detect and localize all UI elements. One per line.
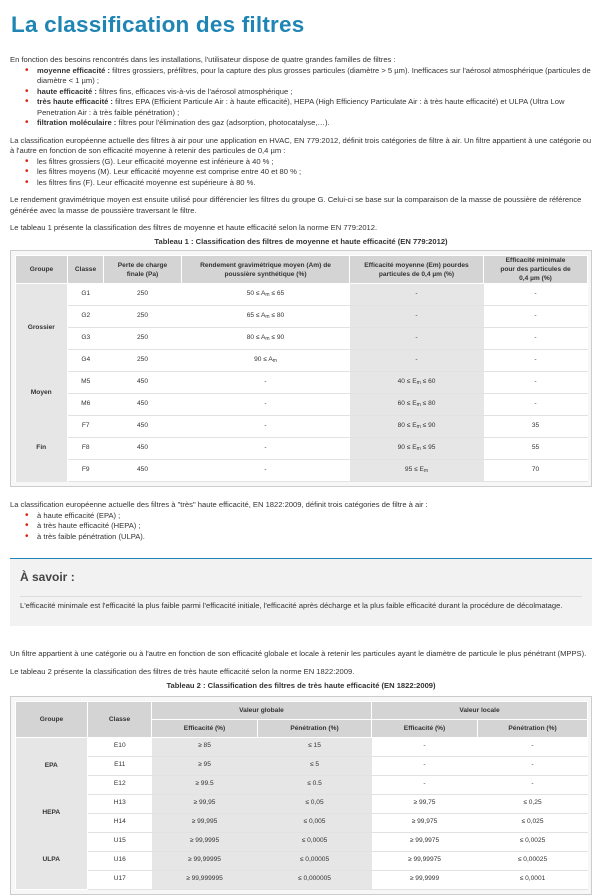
min-efficiency-cell: - [484, 328, 588, 350]
filter-family-name: filtration moléculaire : [37, 118, 117, 127]
cell-value-suffix: ≤ 65 [269, 290, 285, 298]
table2 [15, 701, 588, 890]
table2-row [16, 737, 588, 756]
tableau2-intro: Le tableau 2 présente la classification des filtres de très haute efficacité selon la norme EN 1822:2009. [10, 666, 355, 676]
class-cell: M5 [68, 372, 104, 394]
table2-header-row [16, 701, 588, 719]
gravimetric-cell [182, 372, 350, 394]
gravimetric-cell [182, 328, 350, 350]
table1-row [16, 350, 588, 372]
a-savoir-text: L'efficacité minimale est l'efficacité la plus faible parmi l'efficacité initiale, l'efficacité après décharge et la plus faible efficacité durant la procédure de décolmatage. [20, 601, 563, 610]
cell-value-suffix: ≤ 80 [420, 400, 436, 408]
pressure-drop-cell: 450 [104, 372, 182, 394]
cell-value-suffix: ≤ 90 [269, 334, 285, 342]
filter-family-item [25, 87, 592, 98]
cell-subscript: m [265, 336, 270, 343]
table1-row [16, 284, 588, 306]
average-efficiency-cell [350, 460, 484, 482]
en1822-category-item: • à très haute efficacité (HEPA) ; [25, 521, 592, 532]
cell-subscript: m [265, 314, 270, 321]
group-name: Fin [36, 444, 47, 452]
table1-frame [10, 250, 592, 487]
filter-families-list [10, 66, 592, 129]
table1-row [16, 328, 588, 350]
table2-row [16, 851, 588, 870]
min-efficiency-cell: - [484, 350, 588, 372]
gravimetric-cell [182, 438, 350, 460]
cell-value: - [264, 400, 267, 408]
table1-header-cell: Classe [68, 256, 104, 284]
local-efficiency-cell: - [372, 756, 478, 775]
class-cell: E12 [88, 775, 152, 794]
min-efficiency-cell: 70 [484, 460, 588, 482]
filter-family-item [25, 66, 592, 87]
global-efficiency-cell: ≥ 95 [152, 756, 258, 775]
min-efficiency-cell: 55 [484, 438, 588, 460]
table2-row [16, 794, 588, 813]
table2-caption: Tableau 2 : Classification des filtres de très haute efficacité (EN 1822:2009) [166, 681, 436, 690]
table1-group-cell [16, 284, 68, 372]
cell-subscript: m [416, 446, 421, 453]
class-cell: G3 [68, 328, 104, 350]
class-cell: F9 [68, 460, 104, 482]
table2-header-locale: Valeur locale [372, 701, 588, 719]
global-efficiency-cell: ≥ 99,99995 [152, 851, 258, 870]
table2-frame [10, 696, 592, 895]
global-efficiency-cell: ≥ 99,995 [152, 813, 258, 832]
global-efficiency-cell: ≥ 99.5 [152, 775, 258, 794]
average-efficiency-cell [350, 350, 484, 372]
class-cell: G4 [68, 350, 104, 372]
cell-subscript: m [272, 358, 277, 365]
table2-group-cell [16, 794, 88, 832]
pressure-drop-cell: 450 [104, 438, 182, 460]
table1-row [16, 460, 588, 482]
cell-value: 95 ≤ E [404, 466, 424, 474]
table1-header-cell: Rendement gravimétrique moyen (Am) de poussière synthétique (%) [182, 256, 350, 284]
local-efficiency-cell: ≥ 99,75 [372, 794, 478, 813]
average-efficiency-cell [350, 416, 484, 438]
en1822-category-item: • à haute efficacité (EPA) ; [25, 511, 592, 522]
group-name: HEPA [42, 808, 61, 816]
cell-value: - [415, 356, 418, 364]
pressure-drop-cell: 250 [104, 284, 182, 306]
en779-categories-list [10, 157, 592, 189]
gravimetric-cell [182, 306, 350, 328]
average-efficiency-cell [350, 306, 484, 328]
group-name: Moyen [30, 389, 52, 397]
filter-family-desc: filtres grossiers, préfiltres, pour la capture des plus grosses particules (diamètre > 5 µm). Inefficaces sur l'aérosol atmosphérique (particules de diamètre < 1 µm) ; [37, 65, 591, 85]
min-efficiency-cell: - [484, 306, 588, 328]
pressure-drop-cell: 250 [104, 350, 182, 372]
table2-subheader-pen: Pénétration (%) [478, 719, 588, 737]
cell-value-suffix: ≤ 95 [420, 444, 436, 452]
table1-header-cell: Efficacité minimale pour des particules de 0,4 µm (%) [484, 256, 588, 284]
global-penetration-cell: ≤ 0.5 [258, 775, 372, 794]
a-savoir-divider [20, 596, 582, 597]
local-efficiency-cell: ≥ 99,9975 [372, 832, 478, 851]
gravimetric-cell [182, 394, 350, 416]
global-penetration-cell: ≤ 0,000005 [258, 870, 372, 889]
table1-row [16, 394, 588, 416]
min-efficiency-cell: - [484, 372, 588, 394]
mpps-paragraph: Un filtre appartient à une catégorie ou à l'autre en fonction de son efficacité globale et locale à retenir les particules ayant le diamètre de particule le plus pénétrant (MPPS). [10, 649, 587, 658]
table2-row [16, 813, 588, 832]
article [10, 0, 592, 895]
table1-row [16, 416, 588, 438]
en1822-category-item: • à très faible pénétration (ULPA). [25, 532, 592, 543]
average-efficiency-cell [350, 438, 484, 460]
local-penetration-cell: ≤ 0,025 [478, 813, 588, 832]
local-efficiency-cell: - [372, 775, 478, 794]
cell-value: - [415, 290, 418, 298]
pressure-drop-cell: 450 [104, 460, 182, 482]
pressure-drop-cell: 250 [104, 328, 182, 350]
tableau1-intro: Le tableau 1 présente la classification des filtres de moyenne et haute efficacité selon la norme EN 779:2012. [10, 223, 378, 232]
en779-category-item: • les filtres grossiers (G). Leur efficacité moyenne est inférieure à 40 % ; [25, 157, 592, 168]
cell-value: - [264, 466, 267, 474]
average-efficiency-cell [350, 328, 484, 350]
table2-group-cell [16, 832, 88, 889]
pressure-drop-cell: 250 [104, 306, 182, 328]
table1-group-cell [16, 372, 68, 416]
min-efficiency-cell: - [484, 394, 588, 416]
table1-row [16, 438, 588, 460]
table2-group-cell [16, 737, 88, 794]
cell-value: - [415, 334, 418, 342]
global-penetration-cell: ≤ 5 [258, 756, 372, 775]
cell-value: - [415, 312, 418, 320]
table2-row [16, 870, 588, 889]
local-efficiency-cell: - [372, 737, 478, 756]
group-name: EPA [44, 761, 58, 769]
gravimetric-cell [182, 350, 350, 372]
filter-family-desc: filtres fins, efficaces vis-à-vis de l'aérosol atmosphérique ; [96, 86, 293, 96]
cell-value: 80 ≤ E [397, 422, 417, 430]
intro-paragraph: En fonction des besoins rencontrés dans les installations, l'utilisateur dispose de quatre grandes familles de filtres : [10, 55, 396, 64]
class-cell: F7 [68, 416, 104, 438]
cell-subscript: m [423, 468, 429, 475]
cell-value: 40 ≤ E [397, 378, 417, 386]
global-penetration-cell: ≤ 15 [258, 737, 372, 756]
global-efficiency-cell: ≥ 99,95 [152, 794, 258, 813]
class-cell: E11 [88, 756, 152, 775]
table2-subheader-pen: Pénétration (%) [258, 719, 372, 737]
cell-subscript: m [265, 292, 270, 299]
en779-paragraph: La classification européenne actuelle des filtres à air pour une application en HVAC, EN 779:2012, définit trois catégories de filtre à air. Un filtre appartient à une catégorie ou à l'autre en fonction de son efficacité moyenne à retenir des particules de 0,4 µm : [10, 135, 592, 155]
group-name: Grossier [27, 323, 55, 331]
table1-header-cell: Efficacité moyenne (Em) pourdes particules de 0,4 µm (%) [350, 256, 484, 284]
table1-row [16, 372, 588, 394]
en779-category-item: • les filtres fins (F). Leur efficacité moyenne est supérieure à 80 %. [25, 178, 592, 189]
cell-value: 90 ≤ E [397, 444, 417, 452]
table2-row [16, 832, 588, 851]
class-cell: G2 [68, 306, 104, 328]
table2-subheader-eff: Efficacité (%) [372, 719, 478, 737]
table1-header-row [16, 256, 588, 284]
gravimetric-cell [182, 284, 350, 306]
page-title: La classification des filtres [11, 12, 305, 37]
table2-subheader-eff: Efficacité (%) [152, 719, 258, 737]
local-penetration-cell: - [478, 775, 588, 794]
global-penetration-cell: ≤ 0,0005 [258, 832, 372, 851]
cell-value-suffix: ≤ 80 [269, 312, 285, 320]
cell-subscript: m [416, 402, 421, 409]
global-penetration-cell: ≤ 0,005 [258, 813, 372, 832]
global-penetration-cell: ≤ 0,05 [258, 794, 372, 813]
cell-value: 60 ≤ E [397, 400, 417, 408]
average-efficiency-cell [350, 372, 484, 394]
filter-family-name: très haute efficacité : [37, 97, 113, 106]
min-efficiency-cell: 35 [484, 416, 588, 438]
gravimetric-cell [182, 460, 350, 482]
table1-header-cell: Perte de charge finale (Pa) [104, 256, 182, 284]
cell-value: 50 ≤ A [246, 290, 266, 298]
table1-caption: Tableau 1 : Classification des filtres de moyenne et haute efficacité (EN 779:2012) [154, 236, 448, 246]
en1822-categories-list [10, 511, 592, 543]
local-penetration-cell: - [478, 737, 588, 756]
cell-value: - [264, 378, 267, 386]
cell-value: 90 ≤ A [254, 356, 273, 364]
table1-group-cell [16, 416, 68, 482]
filter-family-item [25, 97, 592, 118]
filter-family-item [25, 118, 592, 129]
cell-value-suffix: ≤ 60 [420, 378, 436, 386]
class-cell: E10 [88, 737, 152, 756]
local-penetration-cell: ≤ 0,00025 [478, 851, 588, 870]
class-cell: U17 [88, 870, 152, 889]
table2-row [16, 775, 588, 794]
a-savoir-title: À savoir : [20, 570, 75, 584]
table1 [15, 255, 588, 482]
gravimetric-cell [182, 416, 350, 438]
cell-subscript: m [416, 424, 421, 431]
pressure-drop-cell: 450 [104, 394, 182, 416]
average-efficiency-cell [350, 284, 484, 306]
en1822-paragraph: La classification européenne actuelle des filtres à "très" haute efficacité, EN 1822:2009, définit trois catégories de filtre à air : [10, 500, 428, 509]
filter-family-name: haute efficacité : [37, 86, 97, 96]
cell-value: 80 ≤ A [246, 334, 266, 342]
class-cell: H13 [88, 794, 152, 813]
class-cell: F8 [68, 438, 104, 460]
cell-value: - [264, 422, 267, 430]
local-penetration-cell: ≤ 0,0025 [478, 832, 588, 851]
cell-value: - [264, 444, 267, 452]
table2-header-classe: Classe [88, 701, 152, 737]
en779-category-item: • les filtres moyens (M). Leur efficacité moyenne est comprise entre 40 et 80 % ; [25, 167, 592, 178]
local-penetration-cell: ≤ 0,25 [478, 794, 588, 813]
cell-value: 65 ≤ A [246, 312, 266, 320]
min-efficiency-cell: - [484, 284, 588, 306]
class-cell: H14 [88, 813, 152, 832]
group-name: ULPA [42, 856, 60, 864]
class-cell: U16 [88, 851, 152, 870]
filter-family-desc: filtres pour l'élimination des gaz (adsorption, photocatalyse,…). [116, 118, 330, 127]
global-efficiency-cell: ≥ 99,999995 [152, 870, 258, 889]
table1-header-cell: Groupe [16, 256, 68, 284]
local-penetration-cell: ≤ 0,0001 [478, 870, 588, 889]
filter-family-name: moyenne efficacité : [37, 65, 111, 75]
table2-header-globale: Valeur globale [152, 701, 372, 719]
local-efficiency-cell: ≥ 99,99975 [372, 851, 478, 870]
local-penetration-cell: - [478, 756, 588, 775]
filter-family-desc: filtres EPA (Efficient Particule Air : à haute efficacité), HEPA (High Efficiency Particulate Air : à très haute efficacité) et ULPA (Ultra Low Penetration Air : à très faible pénétration) ; [37, 97, 565, 117]
a-savoir-box [10, 558, 592, 626]
table2-row [16, 756, 588, 775]
table1-row [16, 306, 588, 328]
rendement-paragraph: Le rendement gravimétrique moyen est ensuite utilisé pour différencier les filtres du groupe G. Celui-ci se base sur la comparaison de la masse de poussière de référence générée avec la masse de poussière traversant le filtre. [10, 195, 582, 215]
cell-subscript: m [416, 380, 421, 387]
global-efficiency-cell: ≥ 99,9995 [152, 832, 258, 851]
class-cell: U15 [88, 832, 152, 851]
global-penetration-cell: ≤ 0,00005 [258, 851, 372, 870]
pressure-drop-cell: 450 [104, 416, 182, 438]
local-efficiency-cell: ≥ 99,975 [372, 813, 478, 832]
table2-header-groupe: Groupe [16, 701, 88, 737]
cell-value-suffix: ≤ 90 [420, 422, 436, 430]
average-efficiency-cell [350, 394, 484, 416]
class-cell: G1 [68, 284, 104, 306]
class-cell: M6 [68, 394, 104, 416]
local-efficiency-cell: ≥ 99,9999 [372, 870, 478, 889]
global-efficiency-cell: ≥ 85 [152, 737, 258, 756]
